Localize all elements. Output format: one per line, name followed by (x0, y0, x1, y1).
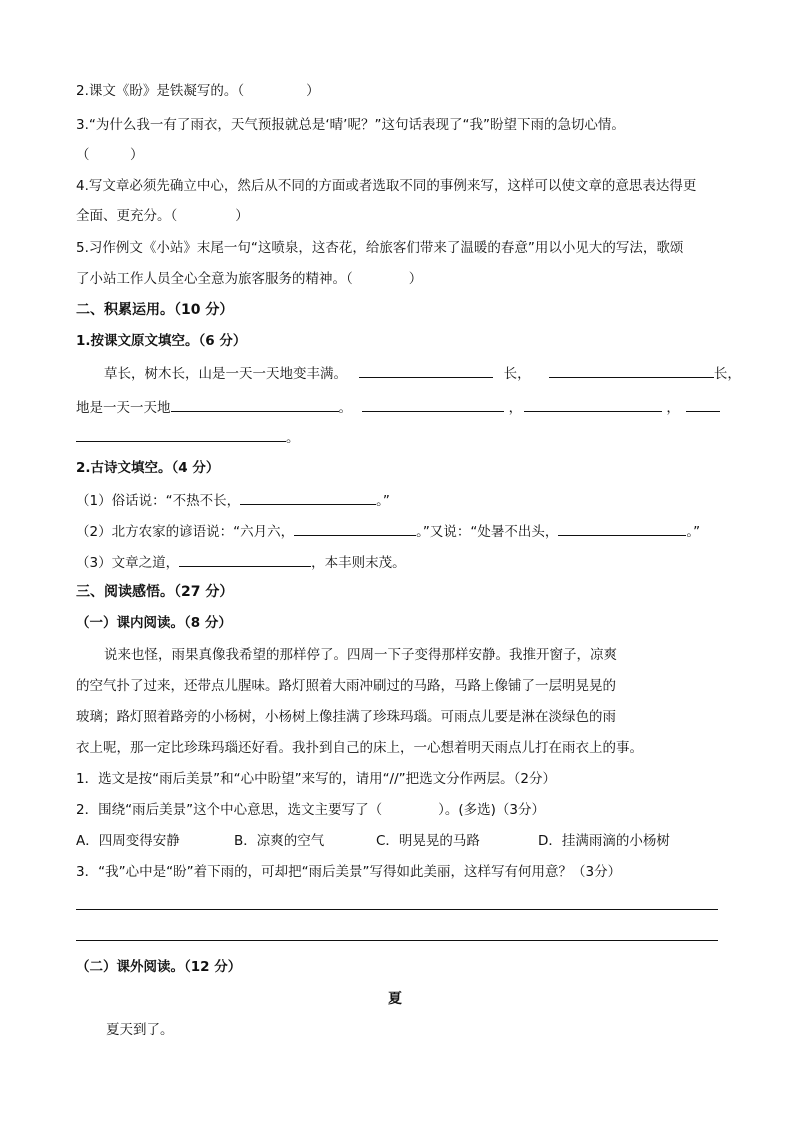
judge-q5-text-2: 了小站工作人员全心全意为旅客服务的精神。（ (76, 271, 353, 287)
section-2-title: 二、积累运用。（10 分） (76, 302, 234, 318)
section-2-q2-1 (76, 491, 390, 509)
q2-3-end: ，本丰则末茂。 (311, 555, 406, 571)
judge-q2-paren-end: ） (306, 83, 320, 99)
passage-line: 的空气扑了过来，还带点儿腥味。路灯照着大雨冲刷过的马路，马路上像铺了一层明晃晃的 (76, 678, 616, 694)
passage-line: 衣上呢，那一定比珍珠玛瑙还好看。我扑到自己的床上，一心想着明天雨点儿打在雨衣上的事。 (76, 740, 643, 756)
section-2-q1-title: 1.按课文原文填空。（6 分） (76, 333, 247, 349)
section-3-part1-title: （一）课内阅读。（8 分） (76, 615, 232, 631)
fill-blank[interactable] (179, 553, 311, 567)
judge-q5-text-1: 5.习作例文《小站》末尾一句“这喷泉，这杏花，给旅客们带来了温暖的春意”用以小见大的写法，歌颂 (76, 240, 684, 256)
section-2-q2-3 (76, 553, 406, 571)
section-2-q1-line2 (76, 398, 720, 416)
q1-line2-punct-2: ， (508, 400, 523, 416)
judge-question-4-line1 (76, 178, 696, 194)
judge-q3-answer-paren: （ ） (76, 147, 144, 163)
q2-2-text: （2）北方农家的谚语说：“六月六， (76, 524, 295, 540)
q1-line2-text: 地是一天一天地 (76, 400, 171, 416)
fill-blank[interactable] (524, 398, 662, 412)
q1-line1-mid: 长， (503, 366, 531, 382)
article-line: 夏天到了。 (106, 1022, 174, 1038)
article-title: 夏 (388, 991, 402, 1007)
judge-question-3 (76, 117, 625, 133)
option-d[interactable]: D．挂满雨滴的小杨树 (538, 833, 670, 849)
passage-line: 说来也怪，雨果真像我希望的那样停了。四周一下子变得那样安静。我推开窗子，凉爽 (104, 647, 617, 663)
reading-question-1: 1．选文是按“雨后美景”和“心中盼望”来写的，请用“//”把选文分作两层。（2分） (76, 771, 556, 787)
q2-1-end: 。” (376, 493, 390, 509)
fill-blank[interactable] (558, 522, 686, 536)
section-2-q2-2 (76, 522, 700, 540)
q1-line2-punct-3: ， (666, 400, 680, 416)
q1-line3-end: 。 (286, 430, 300, 446)
section-3-part2-title: （二）课外阅读。（12 分） (76, 959, 242, 975)
section-2-q2-title: 2.古诗文填空。（4 分） (76, 460, 220, 476)
section-2-q1-line3 (76, 428, 300, 446)
reading-q2-text: 2．围绕“雨后美景”这个中心意思，选文主要写了（ (76, 802, 383, 818)
option-c[interactable]: C．明晃晃的马路 (376, 833, 480, 849)
judge-q4-text-2: 全面、更充分。（ (76, 208, 178, 224)
answer-line[interactable] (76, 940, 718, 941)
option-b[interactable]: B．凉爽的空气 (234, 833, 325, 849)
fill-blank[interactable] (76, 428, 286, 442)
fill-blank[interactable] (294, 522, 416, 536)
fill-blank[interactable] (362, 398, 504, 412)
judge-q2-text: 2.课文《盼》是铁凝写的。（ (76, 83, 245, 99)
answer-line[interactable] (76, 909, 718, 910)
judge-q4-text-1: 4.写文章必须先确立中心，然后从不同的方面或者选取不同的事例来写，这样可以使文章的意思表达得更 (76, 178, 697, 194)
q2-2-end: 。” (686, 524, 701, 540)
judge-q3-text: 3.“为什么我一有了雨衣，天气预报就总是‘晴’呢？”这句话表现了“我”盼望下雨的急切心情。 (76, 117, 625, 133)
section-3-title: 三、阅读感悟。（27 分） (76, 584, 234, 600)
q1-line1-text: 草长，树木长，山是一天一天地变丰满。 (104, 366, 347, 382)
section-2-q1-line1 (104, 364, 741, 382)
judge-question-5-line1 (76, 240, 683, 256)
q2-3-text: （3）文章之道， (76, 555, 180, 571)
reading-question-3: 3．“我”心中是“盼”着下雨的，可却把“雨后美景”写得如此美丽，这样写有何用意？（3分） (76, 864, 622, 880)
judge-question-5-line2 (76, 271, 422, 287)
q2-1-text: （1）俗话说：“不热不长， (76, 493, 241, 509)
reading-q2-end: ）。(多选)（3分） (438, 802, 545, 818)
judge-question-2 (76, 83, 320, 99)
fill-blank[interactable] (359, 364, 493, 378)
q1-line2-punct-1: 。 (338, 400, 352, 416)
judge-q5-paren-end: ） (408, 271, 423, 287)
q2-2-mid: 。”又说：“处暑不出头， (416, 524, 559, 540)
fill-blank[interactable] (686, 398, 720, 412)
judge-question-3-paren (76, 147, 144, 163)
option-a[interactable]: A．四周变得安静 (76, 833, 180, 849)
reading-question-2 (76, 802, 545, 818)
fill-blank[interactable] (549, 364, 714, 378)
judge-question-4-line2 (76, 208, 249, 224)
q1-line1-end: 长， (713, 366, 741, 382)
judge-q4-paren-end: ） (235, 208, 249, 224)
fill-blank[interactable] (240, 491, 376, 505)
passage-line: 玻璃；路灯照着路旁的小杨树，小杨树上像挂满了珍珠玛瑙。可雨点儿要是淋在淡绿色的雨 (76, 709, 616, 725)
fill-blank[interactable] (171, 398, 339, 412)
